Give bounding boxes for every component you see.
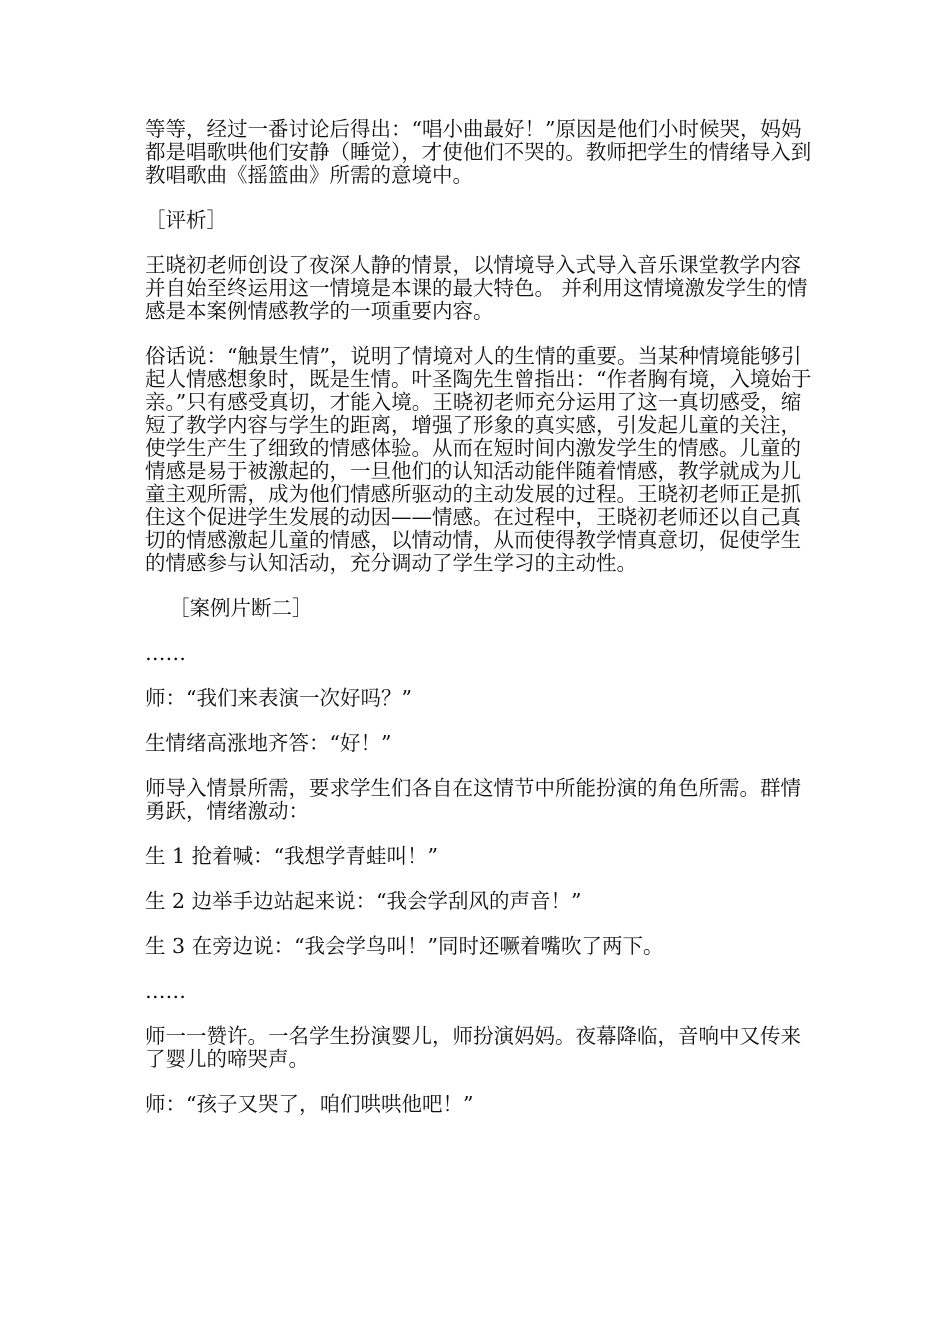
ellipsis-line: ……: [145, 641, 186, 665]
paragraph-narration: 师导入情景所需，要求学生们各自在这情节中所能扮演的角色所需。群情勇跃，情绪激动：: [145, 776, 801, 823]
dialogue-line: 生 1 抢着喊：“我想学青蛙叫！”: [145, 844, 439, 868]
dialogue-line: 师：“孩子又哭了，咱们哄哄他吧！”: [145, 1092, 474, 1116]
dialogue-line: 生 2 边举手边站起来说：“我会学刮风的声音！”: [145, 889, 582, 913]
paragraph-narration: 师一一赞许。一名学生扮演婴儿，师扮演妈妈。夜幕降临，音响中又传来了婴儿的啼哭声。: [145, 1024, 801, 1071]
section-heading-case-fragment-two: ［案例片断二］: [169, 596, 313, 620]
document-body: [145, 118, 817, 1138]
dialogue-line: 生情绪高涨地齐答：“好！”: [145, 731, 392, 755]
ellipsis-line: ……: [145, 979, 186, 1003]
paragraph-commentary-intro: 王晓初老师创设了夜深人静的情景，以情境导入式导入音乐课堂教学内容并自始至终运用这一情境是本课的最大特色。 并利用这情境激发学生的情感是本案例情感教学的一项重要内容。: [145, 253, 808, 323]
paragraph-discussion-result: 等等，经过一番讨论后得出：“唱小曲最好！”原因是他们小时候哭，妈妈都是唱歌哄他们安静（睡觉），才使他们不哭的。教师把学生的情绪导入到教唱歌曲《摇篮曲》所需的意境中。: [145, 117, 812, 187]
paragraph-commentary-analysis: 俗话说：“触景生情”，说明了情境对人的生情的重要。当某种情境能够引起人情感想象时，既是生情。叶圣陶先生曾指出：“作者胸有境，入境始于亲。”只有感受真切，才能入境。王晓初老师充分运用了这一真切感受，缩短了教学内容与学生的距离，增强了形象的真实感，引发起儿童的关注，使学生产生了细致的情感体验。从而在短时间内激发学生的情感。儿童的情感是易于被激起的，一旦他们的认知活动能伴随着情感，教学就成为儿童主观所需，成为他们情感所驱动的主动发展的过程。王晓初老师正是抓住这个促进学生发展的动因——情感。在过程中，王晓初老师还以自己真切的情感激起儿童的情感，以情动情，从而使得教学情真意切，促使学生的情感参与认知活动，充分调动了学生学习的主动性。: [145, 344, 812, 575]
section-heading-commentary: ［评析］: [145, 208, 227, 232]
dialogue-line: 师：“我们来表演一次好吗？”: [145, 686, 412, 710]
dialogue-line: 生 3 在旁边说：“我会学鸟叫！”同时还噘着嘴吹了两下。: [145, 934, 664, 958]
